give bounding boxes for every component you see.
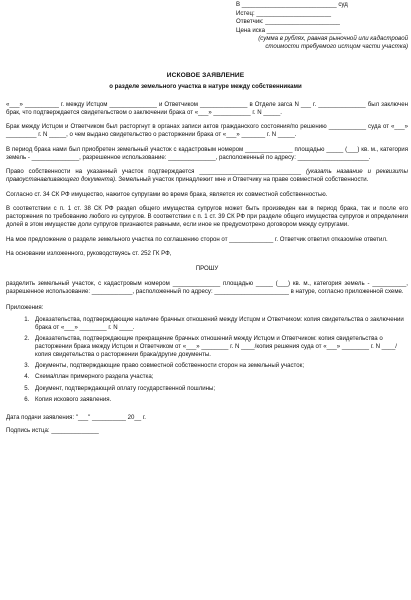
list-item: 5. Документ, подтверждающий оплату государственной пошлины;: [31, 385, 408, 393]
paragraph-marriage: «___» __________ г. между Истцом ______________ и Ответчиком ______________ в Отделе загса N ___ г. ______________ был заключен брак, что подтверждается свидетельством о заключении брака от «___» ___________ г. N _____.: [6, 101, 408, 117]
request-heading: ПРОШУ: [195, 265, 219, 273]
list-item: 3. Документы, подтверждающие право совместной собственности сторон на земельный участок;: [31, 362, 408, 370]
court-line: В ____________________________ суд: [236, 1, 348, 8]
paragraph-land-purchase: В период брака нами был приобретен земельный участок с кадастровым номером ______________ площадью _____ (___) кв. м., категория земель - ______________, разрешенное использование: ______________, расположенный по адресу: _____________________.: [6, 145, 408, 161]
claim-price-line: Цена иска ______________________: [236, 26, 342, 34]
plaintiff-line: Истец: ______________________: [236, 9, 331, 17]
filing-date-line: Дата подачи заявления: "___" __________ 20__ г.: [6, 413, 146, 421]
document-title: ИСКОВОЕ ЗАЯВЛЕНИЕ: [166, 72, 245, 79]
attachments-title: Приложения:: [6, 304, 44, 312]
list-item: 1. Доказательства, подтверждающие наличие брачных отношений между Истцом и Ответчиком: копия свидетельства о заключении брака от «___» ________ г. N ____.: [31, 316, 408, 332]
claim-price-note-2: стоимости требуемого истцом части участка): [265, 43, 408, 51]
document-body: [6, 101, 408, 435]
request-text: разделить земельный участок, с кадастровым номером ______________ площадью _____ (___) кв. м., категория земель - __________, разрешенное использование: ____________, расположенный по адресу: ______________________ в натуре, согласно приложенной схеме.: [6, 280, 408, 296]
ownership-text-a: Право собственности на указанный участок подтверждается ______________________________: [6, 168, 307, 176]
ownership-text-c: . Земельный участок принадлежит мне и Ответчику на праве совместной собственности.: [115, 176, 369, 184]
claim-price-note-1: (сумма в рублях, равная рыночной или кадастровой: [258, 35, 408, 43]
attachments-list: [6, 316, 408, 403]
plaintiff-signature-line: Подпись истца: ______________: [6, 426, 99, 434]
document-subtitle: о разделе земельного участка в натуре между собственниками: [109, 83, 302, 90]
paragraph-divorce: Брак между Истцом и Ответчиком был расторгнут в органах записи актов гражданского состояния/по решению ___________ суда от «___» _________ г. N _____, о чем выдано свидетельство о расторжении брака от «___» _______ г. N _____.: [6, 123, 408, 139]
list-item: 6. Копия искового заявления.: [31, 396, 408, 404]
paragraph-article-38-39: В соответствии с п. 1 ст. 38 СК РФ раздел общего имущества супругов может быть произведен как в период брака, так и после его расторжения по требованию любого из супругов. В соответствии с п. 1 ст. 39 СК РФ при разделе общего имущества супругов и определении долей в этом имуществе доли супругов признаются равными, если иное не предусмотрено договором между супругами.: [6, 205, 408, 229]
list-item: 4. Схема/план примерного раздела участка;: [31, 373, 408, 381]
defendant-line: Ответчик: ______________________: [236, 18, 340, 26]
paragraph-ownership: [6, 168, 408, 184]
ownership-hint: (указать название и реквизиты правоустанавливающего документа): [6, 168, 408, 184]
paragraph-refusal: На мое предложение о разделе земельного участка по соглашению сторон от _____________ г. Ответчик ответил отказом/не ответил.: [6, 235, 388, 243]
paragraph-article-34: Согласно ст. 34 СК РФ имущество, нажитое супругами во время брака, является их совместной собственностью.: [6, 190, 328, 198]
addressee-block: [236, 1, 408, 51]
list-item: 2. Доказательства, подтверждающие прекращение брачных отношений между Истцом и Ответчиком: копия свидетельства о расторжении брака между Истцом и Ответчиком от «___» ________ г. N ____/копия решения суда от «___» ________ г. N ____/копия свидетельства о расторжении брака/другие документы.: [31, 335, 408, 359]
paragraph-legal-basis: На основании изложенного, руководствуясь ст. 252 ГК РФ,: [6, 250, 172, 258]
